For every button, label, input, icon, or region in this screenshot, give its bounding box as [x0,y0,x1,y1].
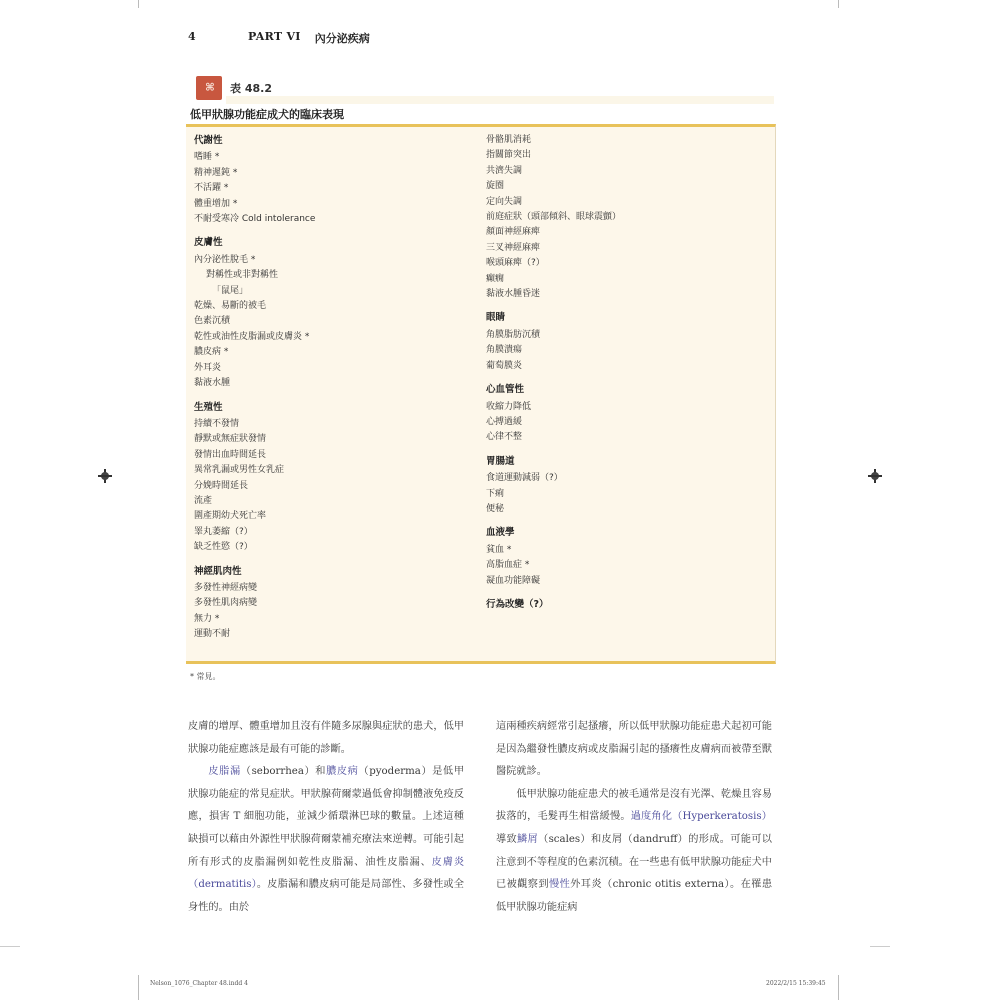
sign-item: 無力 * [194,613,220,624]
text-run: （scales）和皮屑（dandruff）的形成。可能可以注意到不等程度的色素沉積。在一些患有低甲狀腺功能症犬中已被觀察到 [496,833,772,891]
sign-item: 多發性肌肉病變 [194,598,258,609]
sign-item: 靜默或無症狀發情 [194,434,267,445]
crop-mark [138,0,139,8]
text-run: （seborrhea）和 [240,766,327,778]
sign-item: 喉頭麻痺（?） [486,258,545,269]
section-heading: 眼睛 [486,312,506,324]
table-caption: 低甲狀腺功能症成犬的臨床表現 [190,108,344,121]
section-heading: 皮膚性 [194,237,223,249]
glossary-term: 鱗屑 [517,833,539,845]
section-heading: 心血管性 [486,384,525,396]
sign-item: 持續不發情 [194,418,240,429]
sign-item: 便秘 [486,503,505,514]
running-head [188,30,370,46]
table-left-column [194,133,474,643]
sign-item: 缺乏性慾（?） [194,542,253,553]
sign-item: 分娩時間延長 [194,480,249,491]
paragraph [188,716,464,761]
paragraph [496,784,772,920]
footer-file-slug: Nelson_1076_Chapter 48.indd 4 [150,980,248,987]
table-label-band [226,96,774,104]
sign-item: 運動不耐 [194,629,231,640]
sign-item: 流產 [194,495,213,506]
text-run: （pyoderma）是低甲狀腺功能症的常見症狀。甲狀腺荷爾蒙過低會抑制體液免疫反應，損害 T 細胞功能，並減少循環淋巴球的數量。上述這種缺損可以藉由外源性甲狀腺荷爾蒙補充療法來逆轉。可能引起所有形式的皮脂漏例如乾性皮脂漏、油性皮脂漏、 [188,766,465,868]
sign-item: 黏液水腫昏迷 [486,289,541,300]
sign-item: 圍產期幼犬死亡率 [194,511,267,522]
section-heading: 血液學 [486,527,515,539]
sign-item: 三叉神經麻痺 [486,242,541,253]
text-run: 這兩種疾病經常引起搔癢，所以低甲狀腺功能症患犬起初可能是因為繼發性膿皮病或皮脂漏引起的搔癢性皮膚病而被帶至獸醫院就診。 [496,721,772,778]
table-icon: ⌘ [196,76,222,100]
sign-item: 體重增加 * [194,198,238,209]
section-heading: 代謝性 [194,135,223,146]
paragraph [496,716,772,784]
crop-mark [0,946,20,947]
table-label [196,76,272,100]
body-text-right [496,716,772,919]
clinical-signs-table [186,124,776,664]
sign-item: 貧血 * [486,544,512,555]
sign-item: 前庭症狀（頭部傾斜、眼球震顫） [486,212,622,223]
footer-timestamp: 2022/2/15 15:39:45 [766,980,826,987]
sign-item: 嗜睡 * [194,152,220,163]
sign-item: 膿皮病 * [194,347,229,358]
sign-item: 角膜潰瘍 [486,345,523,356]
text-run: 。皮脂漏和膿皮病可能是局部性、多發性或全身性的。由於 [188,879,464,913]
sign-item: 異常乳漏或男性女乳症 [194,465,285,476]
sign-item: 高脂血症 * [486,560,530,571]
sign-item: 食道運動減弱（?） [486,473,563,484]
sign-item: 心律不整 [486,432,523,443]
glossary-term: 慢性 [548,879,571,891]
sign-item: 內分泌性脫毛 * [194,254,256,265]
sign-item: 定向失調 [486,196,523,207]
sign-item: 乾燥、易斷的被毛 [194,301,267,312]
sign-item: 下痢 [486,488,505,499]
text-run: 低甲狀腺功能症患犬的被毛通常是沒有光澤、乾燥且容易拔落的，毛髮再生相當緩慢。 [496,788,772,823]
text-run: 外耳炎（chronic otitis externa）。在罹患低甲狀腺功能症病 [496,879,773,913]
sign-item: 精神遲鈍 * [194,167,238,178]
glossary-term: 皮脂漏 [208,766,241,778]
section-heading: 胃腸道 [486,455,515,467]
sign-item: 癲癇 [486,273,505,284]
table-right-column [486,133,766,614]
sign-item: 骨骼肌消耗 [486,135,532,145]
glossary-term: 膿皮病 [326,766,359,778]
sign-item: 角膜脂肪沉積 [486,329,541,340]
sign-item: 外耳炎 [194,362,222,373]
sign-item: 收縮力降低 [486,401,532,412]
sign-item: 睪丸萎縮（?） [194,526,253,537]
section-title: 內分泌疾病 [314,32,370,45]
glossary-term: 過度角化（Hyperkeratosis） [630,811,772,823]
crop-mark [838,0,839,8]
registration-mark-icon [98,469,112,483]
sign-item: 對稱性或非對稱性 [206,270,279,281]
text-run: 皮膚的增厚、體重增加且沒有伴隨多尿腺與症狀的患犬，低甲狀腺功能症應該是最有可能的診斷。 [188,721,464,755]
table-footnote: * 常見。 [190,672,221,681]
sign-item: 不耐受寒冷 Cold intolerance [194,214,316,225]
sign-item: 不活躍 * [194,183,229,194]
section-heading: 行為改變（?） [486,598,549,610]
sign-item: 乾性或油性皮脂漏或皮膚炎 * [194,331,310,342]
registration-mark-icon [868,469,882,483]
sign-item: 旋圈 [486,181,505,192]
sign-item: 共濟失調 [486,165,523,176]
table-number: 表 48.2 [230,82,272,95]
crop-mark [138,975,139,1000]
paragraph [188,761,464,919]
text-run: 導致 [496,833,518,845]
part-label: PART VI [248,30,301,43]
page-number: 4 [188,30,196,43]
crop-mark [838,975,839,1000]
sign-item: 指關節突出 [486,150,532,161]
sign-item: 顏面神經麻痺 [486,227,541,238]
section-heading: 生殖性 [194,401,223,413]
sign-item: 凝血功能障礙 [486,575,541,586]
body-text-left [188,716,464,919]
sign-item: 心搏過緩 [486,416,523,427]
sign-item: 發情出血時間延長 [194,449,267,460]
sign-item: 黏液水腫 [194,378,231,389]
crop-mark [870,946,890,947]
section-heading: 神經肌肉性 [194,565,242,577]
sign-item: 色素沉積 [194,316,231,327]
sign-item: 葡萄膜炎 [486,360,523,371]
sign-item: 「鼠尾」 [212,285,249,296]
sign-item: 多發性神經病變 [194,582,258,593]
glossary-term: 皮膚炎（dermatitis） [188,856,465,891]
